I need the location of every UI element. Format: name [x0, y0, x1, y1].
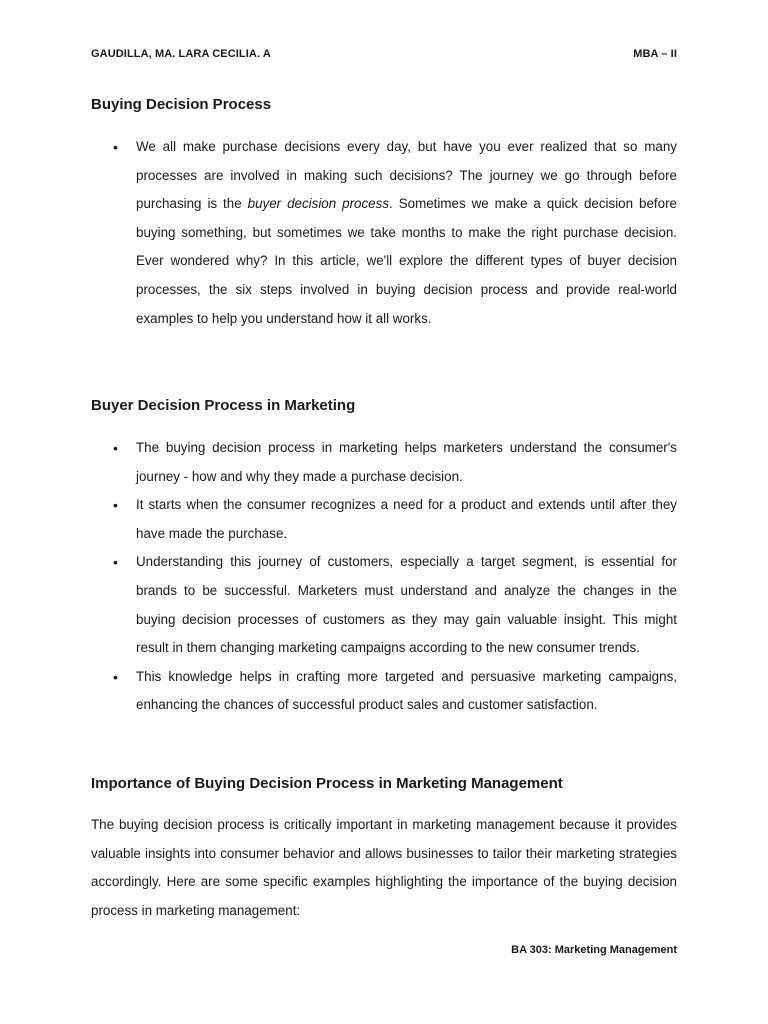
program-label: MBA – II — [633, 48, 677, 60]
bullet-text-emphasis: buyer decision process — [247, 196, 390, 212]
bullet-text-post: . Sometimes we make a quick decision before buying something, but sometimes we take months to make the right purchase decision. Ever wondered why? In this article, we'll explore the different types of buyer decision processes, the six steps involved in buying decision process and provide real-world examples to help you understand how it all works. — [136, 196, 677, 326]
bullet-icon: • — [113, 554, 118, 571]
section1-bullet-list — [91, 133, 677, 333]
section2-bullet-list — [91, 434, 677, 720]
page-header — [91, 48, 677, 60]
bullet-text: Understanding this journey of customers, especially a target segment, is essential for brands to be successful. Marketers must understand and analyze the changes in the buying decision processes of customers as they may gain valuable insight. This might result in them changing marketing campaigns according to the new consumer trends. — [136, 554, 677, 656]
list-item — [91, 434, 677, 491]
bullet-text: The buying decision process in marketing helps marketers understand the consumer's journey - how and why they made a purchase decision. — [136, 440, 677, 484]
list-item — [91, 663, 677, 720]
importance-paragraph: The buying decision process is critically important in marketing management because it provides valuable insights into consumer behavior and allows businesses to tailor their marketing strategies accordingly. Here are some specific examples highlighting the importance of the buying decision process in marketing management: — [91, 817, 677, 918]
bullet-icon: • — [113, 139, 118, 155]
bullet-text: It starts when the consumer recognizes a need for a product and extends until after they have made the purchase. — [136, 497, 677, 541]
bullet-text-pre: We all make purchase decisions every day, but have you ever realized that so many processes are involved in making such decisions? The journey we go through before purchasing is the — [136, 139, 677, 212]
page-footer: BA 303: Marketing Management — [511, 944, 677, 956]
section-title-buying-decision-process: Buying Decision Process — [91, 96, 272, 113]
bullet-icon: • — [113, 668, 118, 685]
author-name: GAUDILLA, MA. LARA CECILIA. A — [91, 48, 271, 60]
section-title-importance: Importance of Buying Decision Process in Marketing Management — [91, 775, 563, 792]
bullet-icon: • — [113, 440, 118, 456]
bullet-icon: • — [113, 497, 118, 514]
bullet-text: This knowledge helps in crafting more targeted and persuasive marketing campaigns, enhancing the chances of successful product sales and customer satisfaction. — [136, 668, 677, 713]
list-item — [91, 133, 677, 333]
section-title-buyer-decision-process-in-marketing: Buyer Decision Process in Marketing — [91, 397, 356, 414]
list-item — [91, 548, 677, 662]
list-item — [91, 491, 677, 548]
